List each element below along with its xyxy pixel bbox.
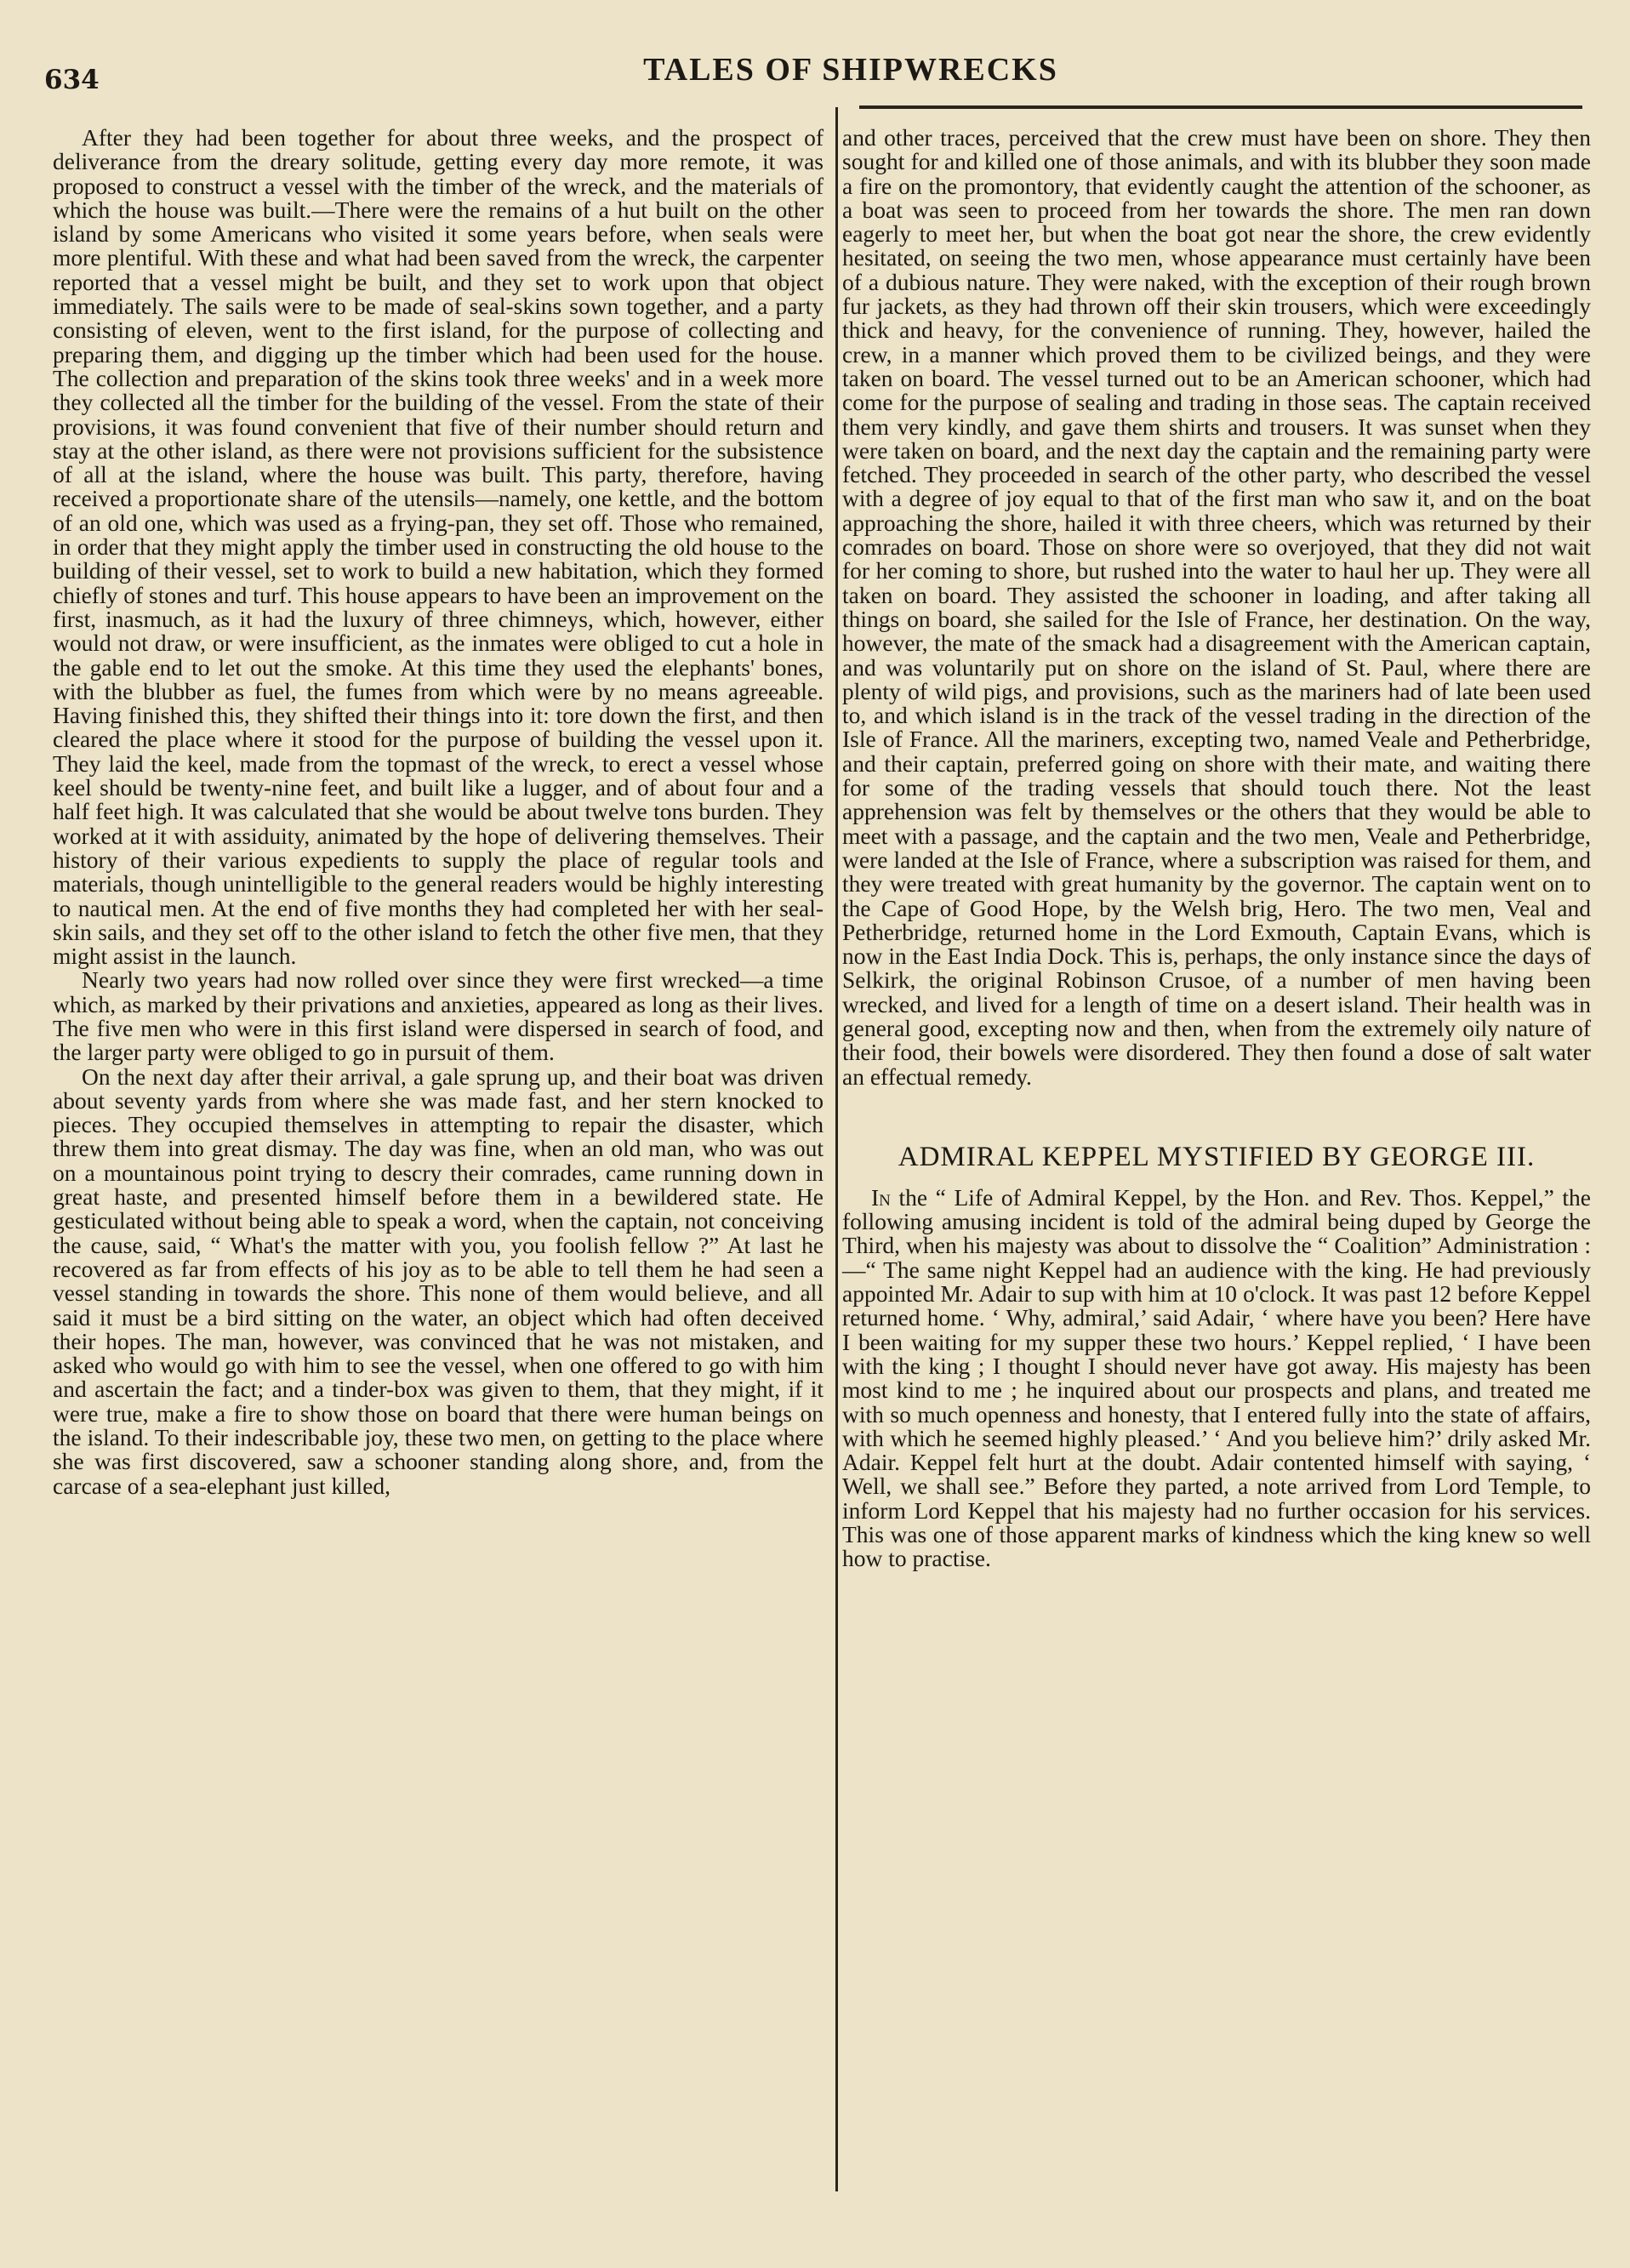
left-column (53, 126, 824, 1498)
paragraph: and other traces, perceived that the crew must have been on shore. They then sought for and killed one of those animals, and with its blubber they soon made a fire on the promontory, that evidently caught the attention of the schooner, as a boat was seen to proceed from her towards the shore. The men ran down eagerly to meet her, but when the boat got near the shore, the crew evidently hesitated, on seeing the two men, whose appearance must certainly have been of a dubious nature. They were naked, with the exception of their rough brown fur jackets, as they had thrown off their skin trousers, which were exceedingly thick and heavy, for the convenience of running. They, however, hailed the crew, in a manner which proved them to be civilized beings, and they were taken on board. The vessel turned out to be an American schooner, which had come for the purpose of sealing and trading in those seas. The captain received them very kindly, and gave them shirts and trousers. It was sunset when they were taken on board, and the next day the captain and the remaining party were fetched. They proceeded in search of the other party, who described the vessel with a degree of joy equal to that of the first man who saw it, and on the boat approaching the shore, hailed it with three cheers, which was returned by their comrades on board. Those on shore were so overjoyed, that they did not wait for her coming to shore, but rushed into the water to haul her up. They were all taken on board. They assisted the schooner in loading, and after taking all things on board, she sailed for the Isle of France, her destination. On the way, however, the mate of the smack had a disagreement with the American captain, and was voluntarily put on shore on the island of St. Paul, where there are plenty of wild pigs, and provisions, such as the mariners had of late been used to, and which island is in the track of the vessel trading in the direction of the Isle of France. All the mariners, excepting two, named Veale and Petherbridge, and their captain, preferred going on shore with their mate, and waiting there for some of the trading vessels that should touch there. Not the least apprehension was felt by themselves or the others that they would be able to meet with a passage, and the captain and the two men, Veale and Petherbridge, were landed at the Isle of France, where a subscription was raised for them, and they were treated with great humanity by the governor. The captain went on to the Cape of Good Hope, by the Welsh brig, Hero. The two men, Veal and Petherbridge, returned home in the Lord Exmouth, Captain Evans, which is now in the East India Dock. This is, perhaps, the only instance since the days of Selkirk, the original Robinson Crusoe, of a number of men having been wrecked, and lived for a length of time on a desert island. Their health was in general good, excepting now and then, when from the extremely oily nature of their food, their bowels were disordered. They then found a dose of salt water an effectual remedy. (842, 124, 1591, 1090)
paragraph: On the next day after their arrival, a gale sprung up, and their boat was driven about seventy yards from where she was made fast, and her stern knocked to pieces. They occupied themselves in attempting to repair the disaster, which threw them into great dismay. The day was fine, when an old man, who was out on a mountainous point trying to descry their comrades, came running down in great haste, and presented himself before them in a bewildered state. He gesticulated without being able to speak a word, when the captain, not conceiving the cause, said, “ What's the matter with you, you foolish fellow ?” At last he recovered as far from effects of his joy as to be able to tell them he had seen a vessel standing in towards the shore. This none of them would believe, and all said it must be a bird sitting on the water, an object which had often deceived their hopes. The man, however, was convinced that he was not mistaken, and asked who would go with him to see the vessel, when one offered to go with him and ascertain the fact; and a tinder-box was given to them, that they might, if it were true, make a fire to show those on board that there were human beings on the island. To their indescribable joy, these two men, on getting to the place where she was first discovered, saw a schooner standing along shore, and, from the carcase of a sea-elephant just killed, (53, 1063, 824, 1499)
page-number: 634 (44, 65, 100, 95)
right-column (842, 126, 1591, 1571)
lead-word: In (871, 1183, 891, 1211)
article-title: ADMIRAL KEPPEL MYSTIFIED BY GEORGE III. (898, 1141, 1536, 1172)
column-divider (835, 107, 838, 2191)
paragraph: After they had been together for about three weeks, and the prospect of deliverance from the dreary solitude, getting every day more remote, it was proposed to construct a vessel with the timber of the wreck, and the materials of which the house was built.—There were the remains of a hut built on the other island by some Americans who visited it some years before, when seals were more plentiful. With these and what had been saved from the wreck, the carpenter reported that a vessel might be built, and they set to work upon that object immediately. The sails were to be made of seal-skins sown together, and a party consisting of eleven, went to the first island, for the purpose of collecting and preparing them, and digging up the timber which had been used for the house. The collection and preparation of the skins took three weeks' and in a week more they collected all the timber for the building of the vessel. From the state of their provisions, it was found convenient that five of their number should return and stay at the other island, as there were not provisions sufficient for the subsistence of all at the island, where the house was built. This party, therefore, having received a proportionate share of the utensils—namely, one kettle, and the bottom of an old one, which was used as a frying-pan, they set off. Those who remained, in order that they might apply the timber used in constructing the old house to the building of their vessel, set to work to build a new habitation, which they formed chiefly of stones and turf. This house appears to have been an improvement on the first, inasmuch, as it had the luxury of three chimneys, which, however, either would not draw, or were insufficient, as the inmates were obliged to cut a hole in the gable end to let out the smoke. At this time they used the elephants' bones, with the blubber as fuel, the fumes from which were by no means agreeable. Having finished this, they shifted their things into it: tore down the first, and then cleared the place where it stood for the purpose of building the vessel upon it. They laid the keel, made from the topmast of the wreck, to erect a vessel whose keel should be twenty-nine feet, and built like a lugger, and of about four and a half feet high. It was calculated that she would be about twelve tons burden. They worked at it with assiduity, animated by the hope of delivering themselves. Their history of their various expedients to supply the place of regular tools and materials, though unintelligible to the general readers would be highly interesting to nautical men. At the end of five months they had completed her with her seal-skin sails, and they set off to the other island to fetch the other five men, that they might assist in the launch. (53, 124, 824, 970)
paragraph: Nearly two years had now rolled over since they were first wrecked—a time which, as marked by their privations and anxieties, appeared as long as their lives. The five men who were in this first island were dispersed in search of food, and the larger party were obliged to go in pursuit of them. (53, 966, 824, 1066)
article-body (842, 1183, 1591, 1572)
running-title: TALES OF SHIPWRECKS (643, 52, 1058, 88)
header-rule (859, 105, 1582, 109)
article-text: the “ Life of Admiral Keppel, by the Hon. and Rev. Thos. Keppel,” the following amusing incident is told of the admiral being duped by George the Third, when his majesty was about to dissolve the “ Coalition” Administration :—“ The same night Keppel had an audience with the king. He had previously appointed Mr. Adair to sup with him at 10 o'clock. It was past 12 before Keppel returned home. ‘ Why, admiral,’ said Adair, ‘ where have you been? Here have I been waiting for my supper these two hours.’ Keppel replied, ‘ I have been with the king ; I thought I should never have got away. His majesty has been most kind to me ; he inquired about our prospects and plans, and treated me with so much openness and honesty, that I entered fully into the state of affairs, with which he seemed highly pleased.’ ‘ And you believe him?’ drily asked Mr. Adair. Keppel felt hurt at the doubt. Adair contented himself with saying, ‘ Well, we shall see.” Before they parted, a note arrived from Lord Temple, to inform Lord Keppel that his majesty had no further occasion for his services. This was one of those apparent marks of kindness which the king knew so well how to practise. (842, 1183, 1591, 1572)
